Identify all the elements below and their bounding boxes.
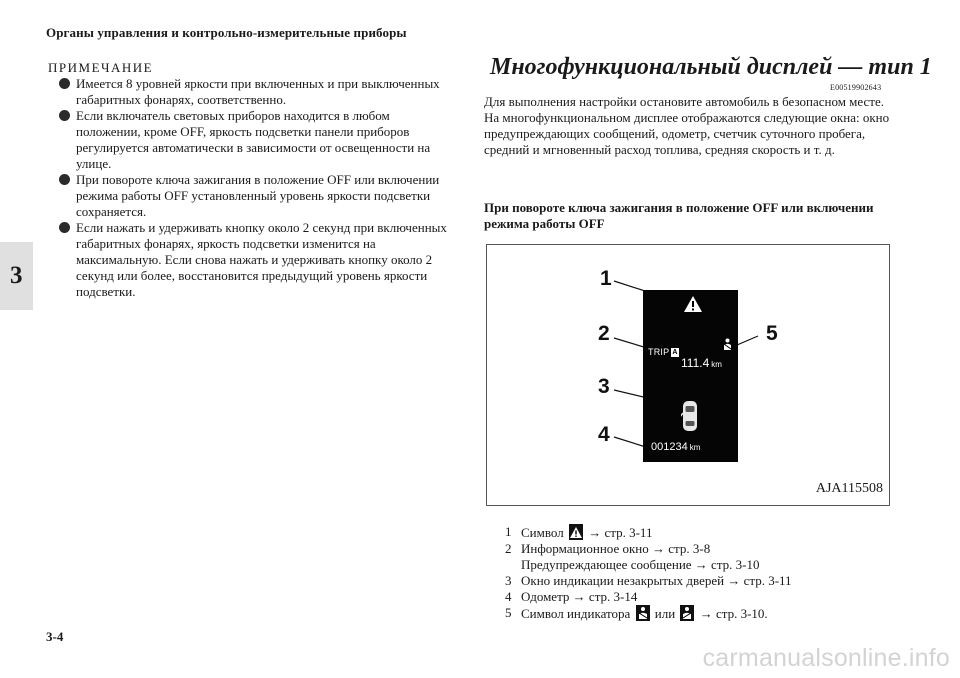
figure-legend (505, 524, 905, 622)
trip-badge: A (672, 349, 678, 356)
figure-code: AJA115508 (815, 481, 883, 496)
legend-text: Одометр → стр. 3-14 (521, 589, 638, 604)
warning-triangle-icon (683, 295, 703, 313)
legend-item (505, 573, 905, 589)
note-item: Если включатель световых приборов находится в любом положении, кроме OFF, яркость подсветки панели приборов регулируется автоматически в зависимости от освещенности на улице. (76, 108, 454, 172)
watermark: carmanualsonline.info (702, 644, 950, 672)
legend-item (505, 541, 905, 557)
seatbelt-indicator-icon (722, 338, 733, 351)
door-open-car-icon (681, 400, 699, 432)
chapter-tab (0, 242, 33, 310)
odometer-value: 001234 (651, 441, 688, 453)
section-code: E00519902643 (830, 83, 882, 92)
note-item: Имеется 8 уровней яркости при включенных и при выключенных габаритных фонарях, соответственно. (76, 76, 454, 108)
display-figure (486, 244, 890, 506)
seatbelt-indicator-alt-icon (680, 605, 694, 621)
trip-value-number: 111.4 (681, 356, 710, 370)
section-intro (484, 94, 894, 158)
multi-info-display (643, 290, 738, 462)
running-header: Органы управления и контрольно-измерительные приборы (46, 25, 407, 40)
legend-text: → стр. 3-11 (588, 525, 653, 540)
trip-label (648, 347, 679, 357)
callout-3: 3 (598, 375, 610, 398)
chapter-number: 3 (10, 262, 23, 289)
legend-text: Символ индикатора (521, 606, 631, 621)
legend-number: 1 (505, 524, 512, 539)
legend-item (505, 524, 905, 541)
legend-item (505, 589, 905, 605)
callout-4: 4 (598, 423, 610, 446)
page-number: 3-4 (46, 629, 64, 644)
legend-text: → стр. 3-10. (699, 606, 768, 621)
note-item: При повороте ключа зажигания в положение OFF или включении режима работы OFF установленный уровень яркости подсветки сохраняется. (76, 172, 454, 220)
callout-5: 5 (766, 322, 778, 345)
legend-text: Окно индикации незакрытых дверей → стр. 3-11 (521, 573, 792, 588)
trip-label-text: TRIP (648, 347, 670, 357)
legend-number: 4 (505, 589, 512, 604)
callout-2: 2 (598, 322, 610, 345)
callout-1: 1 (600, 267, 612, 290)
seatbelt-indicator-icon (636, 605, 650, 621)
odometer (651, 441, 700, 453)
trip-unit: km (711, 360, 722, 369)
legend-text: Информационное окно → стр. 3-8 (521, 541, 711, 556)
note-list (46, 76, 454, 300)
subheading: При повороте ключа зажигания в положение OFF или включении режима работы OFF (484, 200, 874, 231)
legend-item (505, 557, 905, 573)
legend-text: Предупреждающее сообщение → стр. 3-10 (521, 557, 760, 572)
section-title: Многофункциональный дисплей — тип 1 (490, 54, 932, 80)
odometer-unit: km (689, 443, 701, 452)
legend-item (505, 605, 905, 622)
legend-number: 3 (505, 573, 512, 588)
note-title: ПРИМЕЧАНИЕ (48, 60, 154, 75)
legend-number: 2 (505, 541, 512, 556)
legend-text: или (654, 606, 676, 621)
intro-paragraph: На многофункциональном дисплее отображаются следующие окна: окно предупреждающих сообщений, одометр, счетчик суточного пробега, средний и мгновенный расход топлива, средняя скорость и т. д. (484, 110, 890, 157)
intro-paragraph: Для выполнения настройки остановите автомобиль в безопасном месте. (484, 94, 884, 109)
legend-text: Символ (521, 525, 564, 540)
note-item: Если нажать и удерживать кнопку около 2 секунд при включенных габаритных фонарях, яркость подсветки изменится на максимальную. Если снова нажать и удерживать кнопку около 2 секунд или более, восстановится предыдущий уровень яркости подсветки. (76, 220, 454, 300)
note-block (46, 60, 454, 300)
legend-number: 5 (505, 605, 512, 620)
warning-symbol-icon (569, 524, 583, 540)
trip-value (681, 356, 722, 370)
